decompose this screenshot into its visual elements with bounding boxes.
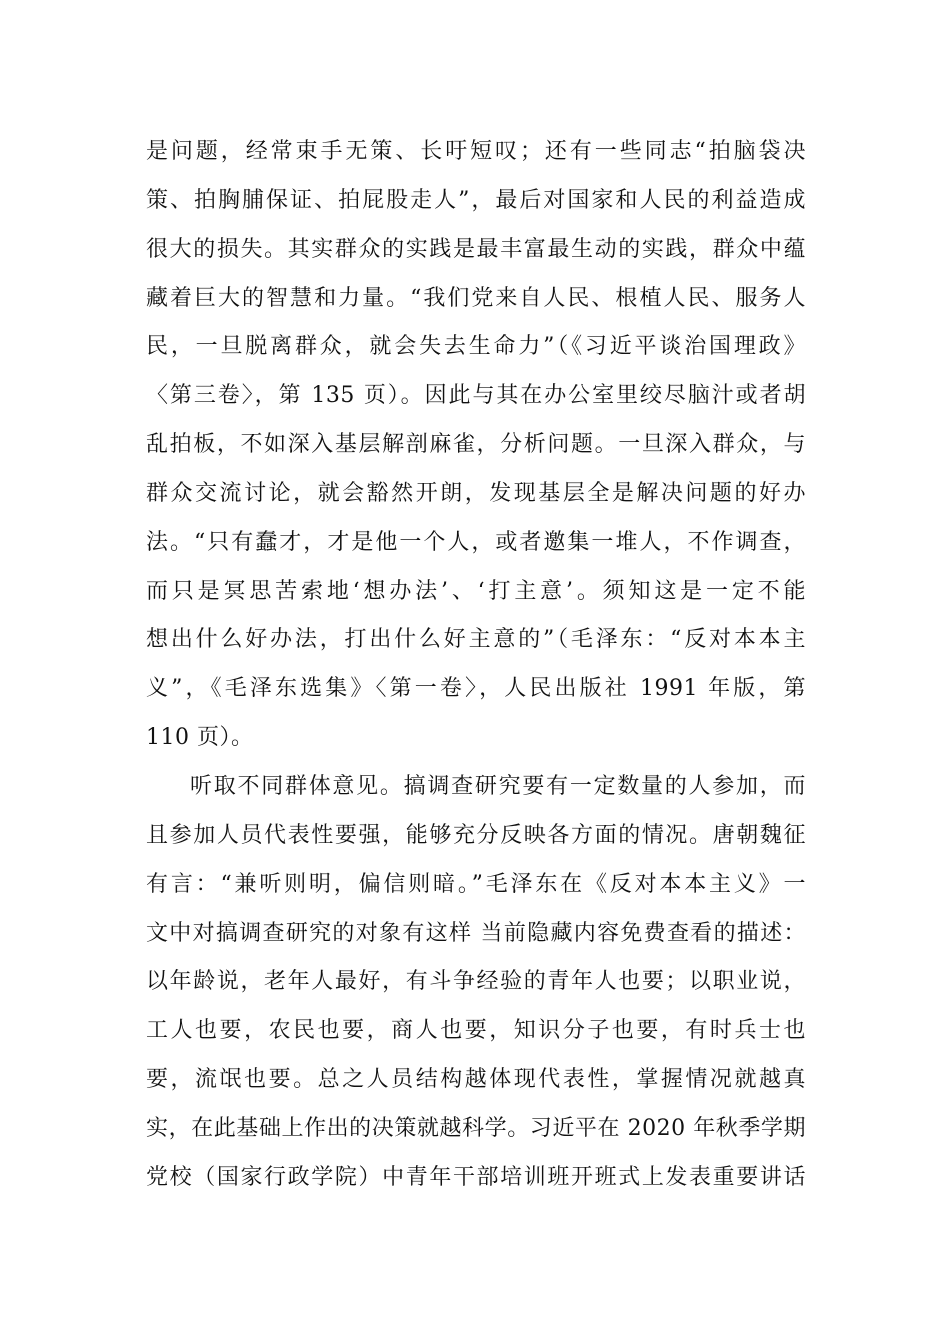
text-line: 民，一旦脱离群众，就会失去生命力”（《习近平谈治国理政》 [146,334,806,360]
paragraph-start-line: 听取不同群体意见。搞调查研究要有一定数量的人参加，而 [190,773,806,799]
text-line: 且参加人员代表性要强，能够充分反映各方面的情况。唐朝魏征 [146,822,806,848]
text-line: 有言：“兼听则明，偏信则暗。”毛泽东在《反对本本主义》一 [146,871,806,897]
body-text [146,128,806,1203]
text-line: 藏着巨大的智慧和力量。“我们党来自人民、根植人民、服务人 [146,285,806,311]
text-line: 以年龄说，老年人最好，有斗争经验的青年人也要；以职业说， [146,969,806,995]
text-line: 策、拍胸脯保证、拍屁股走人”，最后对国家和人民的利益造成 [146,187,806,213]
text-line: 很大的损失。其实群众的实践是最丰富最生动的实践，群众中蕴 [146,236,806,262]
text-line: 乱拍板，不如深入基层解剖麻雀，分析问题。一旦深入群众，与 [146,432,806,458]
text-line: 群众交流讨论，就会豁然开朗，发现基层全是解决问题的好办 [146,480,806,506]
text-line: 文中对搞调查研究的对象有这样 当前隐藏内容免费查看的描述： [146,920,806,946]
text-line: 工人也要，农民也要，商人也要，知识分子也要，有时兵士也 [146,1018,806,1044]
text-line: 想出什么好办法，打出什么好主意的”（毛泽东：“反对本本主 [146,627,806,653]
text-line: 是问题，经常束手无策、长吁短叹；还有一些同志“拍脑袋决 [146,139,806,164]
text-line: 而只是冥思苦索地‘想办法’、‘打主意’。须知这是一定不能 [146,578,806,604]
text-line: 法。“只有蠢才，才是他一个人，或者邀集一堆人，不作调查， [146,529,806,555]
text-line: 〈第三卷〉，第 135 页）。因此与其在办公室里绞尽脑汁或者胡 [146,383,806,409]
text-line: 义”，《毛泽东选集》〈第一卷〉，人民出版社 1991 年版，第 [146,676,806,702]
paragraph-end-line: 110 页）。 [146,725,254,751]
text-line: 党校（国家行政学院）中青年干部培训班开班式上发表重要讲话 [146,1164,806,1190]
text-line: 要，流氓也要。总之人员结构越体现代表性，掌握情况就越真 [146,1067,806,1093]
text-line: 实，在此基础上作出的决策就越科学。习近平在 2020 年秋季学期 [146,1115,806,1141]
